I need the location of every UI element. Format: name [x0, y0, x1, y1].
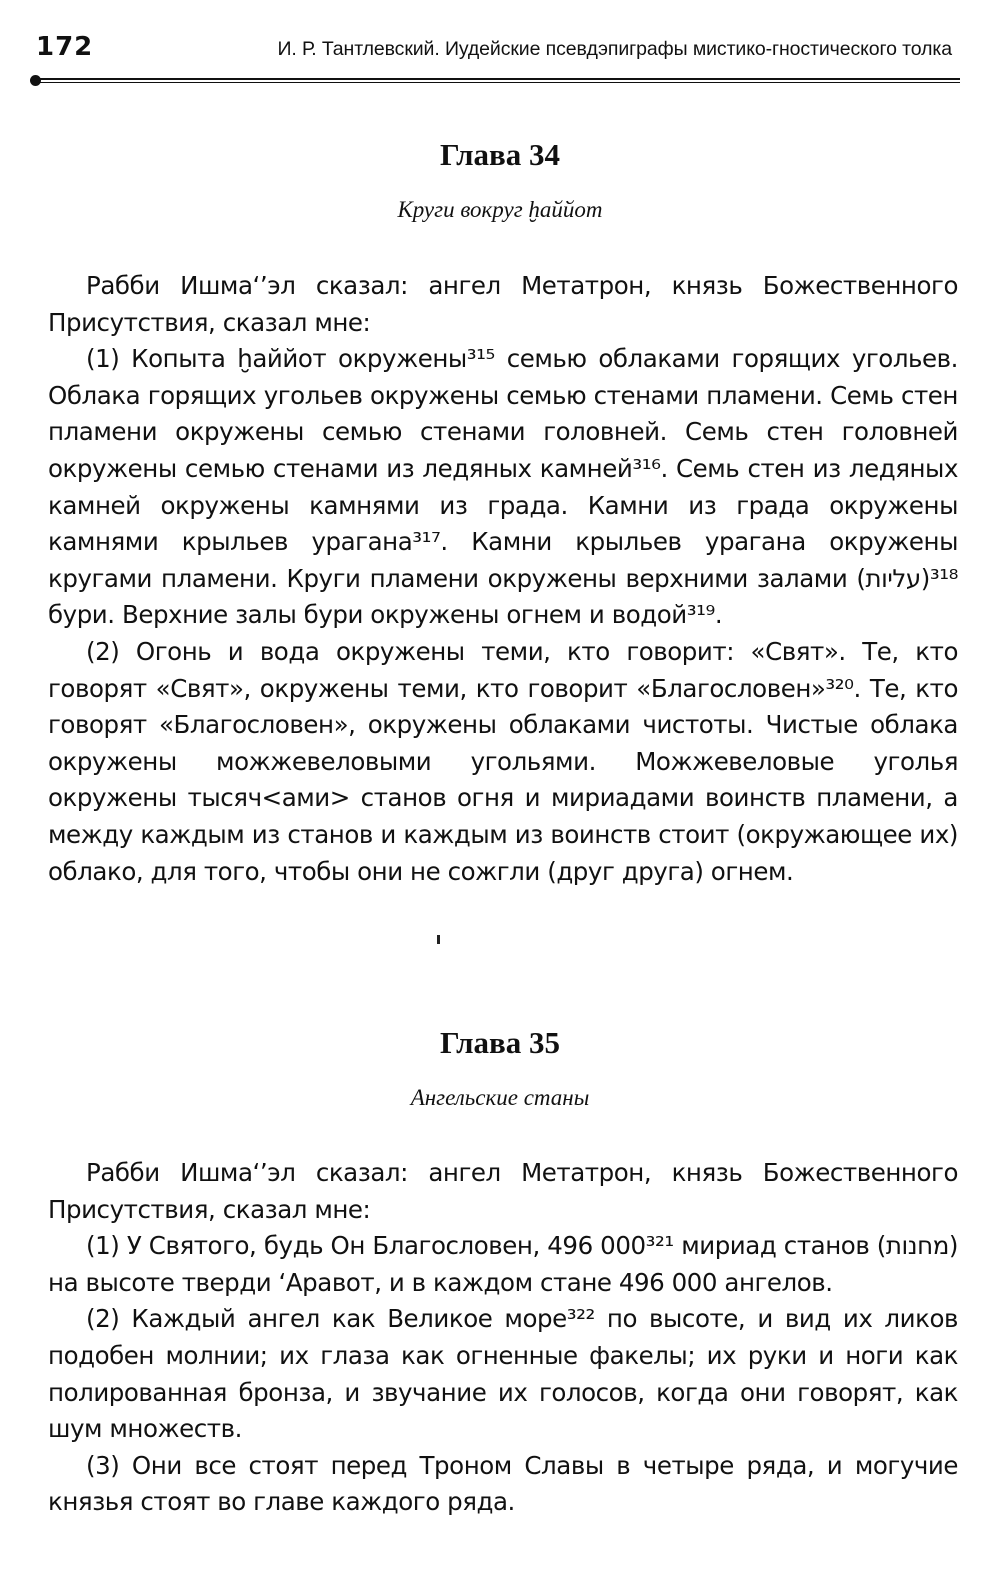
chapter-34-paragraph-2: (2) Огонь и вода окружены теми, кто говорит: «Свят». Те, кто говорят «Свят», окружены теми, кто говорит «Благословен»³²⁰. Те, кто говорят «Благословен», окружены облаками чистоты. Чистые облака окружены можжевеловыми угольями. Можжевеловые уголья окружены тысяч<ами> станов огня и мириадами воинств пламени, а между каждым из станов и каждым из воинств стоит (окружающее их) облако, для того, чтобы они не сожгли (друг друга) огнем.: [48, 636, 958, 886]
chapter-35-body: [48, 1155, 958, 1521]
chapter-35-paragraph-2: (2) Каждый ангел как Великое море³²² по высоте, и вид их ликов подобен молнии; их глаза как огненные факелы; их руки и ноги как полированная бронза, и звучание их голосов, когда они говорят, как шум множеств.: [48, 1304, 958, 1444]
stray-print-mark: [437, 935, 440, 944]
chapter-35-paragraph-3: (3) Они все стоят перед Троном Славы в четыре ряда, и могучие князья стоят во главе каждого ряда.: [48, 1450, 958, 1517]
chapter-34-intro: Рабби Ишма‘’эл сказал: ангел Метатрон, князь Божественного Присутствия, сказал мне:: [48, 271, 958, 337]
chapter-35-title: Глава 35: [439, 1025, 561, 1060]
chapter-34-subtitle: Круги вокруг ḫаййот: [397, 197, 603, 222]
chapter-35-subtitle: Ангельские станы: [410, 1085, 590, 1110]
chapter-35-paragraph-1: (1) У Святого, будь Он Благословен, 496 000³²¹ мириад станов (מחנות) на высоте тверди ‘Аравот, и в каждом стане 496 000 ангелов.: [48, 1231, 958, 1297]
chapter-35-intro: Рабби Ишма‘’эл сказал: ангел Метатрон, князь Божественного Присутствия, сказал мне:: [48, 1158, 958, 1224]
chapter-34-title: Глава 34: [439, 137, 561, 172]
running-header: [34, 32, 960, 72]
chapter-34-paragraph-1: (1) Копыта ḫаййот окружены³¹⁵ семью облаками горящих угольев. Облака горящих угольев окружены семью стенами пламени. Семь стен пламени окружены семью стенами головней. Семь стен головней окружены семью стенами из ледяных камней³¹⁶. Семь стен из ледяных камней окружены камнями из града. Камни из града окружены камнями крыльев урагана³¹⁷. Камни крыльев урагана окружены кругами пламени. Круги пламени окружены верхними залами (עליות)³¹⁸ бури. Верхние залы бури окружены огнем и водой³¹⁹.: [48, 344, 958, 630]
header-rule: [36, 78, 960, 83]
page-number: 172: [36, 32, 94, 62]
chapter-34-body: [48, 268, 958, 890]
running-title: И. Р. Тантлевский. Иудейские псевдэпиграфы мистико-гностического толка: [277, 38, 952, 60]
